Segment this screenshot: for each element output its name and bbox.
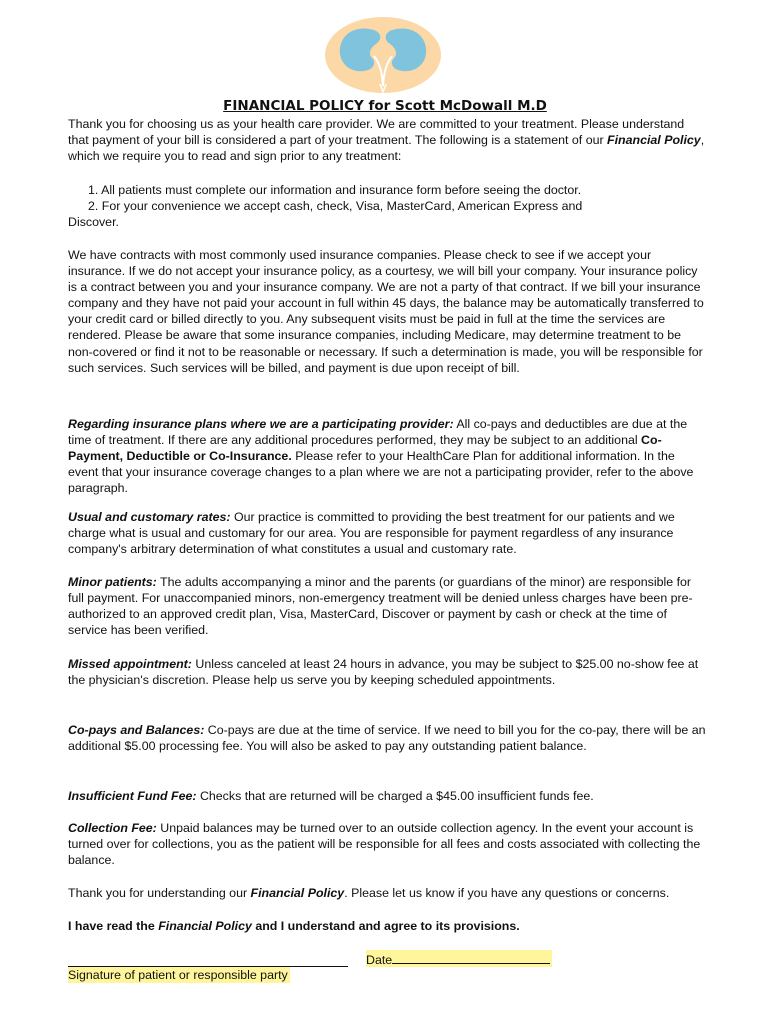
signature-label: Signature of patient or responsible party	[68, 968, 288, 982]
missed-appointment-paragraph: Missed appointment: Unless canceled at least 24 hours in advance, you may be subject to $25.00 no-show fee at the physician's discretion. Please help us serve you by keeping scheduled appointments.	[68, 657, 699, 688]
usual-rates-paragraph: Usual and customary rates: Our practice is committed to providing the best treatment for our patients and we charge what is usual and customary for our area. You are responsible for payment regardless of any insurance company's arbitrary determination of what constitutes a usual and customary rate.	[68, 510, 675, 557]
list-item: 2. For your convenience we accept cash, check, Visa, MasterCard, American Express and	[88, 199, 583, 214]
section-heading: Usual and customary rates:	[68, 510, 231, 524]
date-label: Date	[366, 953, 393, 967]
kidney-logo	[324, 16, 442, 94]
section-heading: Co-pays and Balances:	[68, 723, 205, 737]
agreement-statement: I have read the Financial Policy and I understand and agree to its provisions.	[68, 919, 520, 933]
list-item: 1. All patients must complete our information and insurance form before seeing the doctor.	[88, 183, 582, 197]
date-field[interactable]	[366, 950, 552, 967]
collection-fee-paragraph: Collection Fee: Unpaid balances may be turned over to an outside collection agency. In the event your account is turned over for collections, you as the patient will be responsible for all fees and costs associated with collecting the balance.	[68, 821, 701, 868]
date-line[interactable]	[392, 950, 550, 964]
insufficient-fund-paragraph: Insufficient Fund Fee: Checks that are returned will be charged a $45.00 insufficient funds fee.	[68, 789, 594, 803]
section-heading: Regarding insurance plans where we are a participating provider:	[68, 417, 454, 431]
participating-paragraph: Regarding insurance plans where we are a participating provider: All co-pays and deductibles are due at the time of treatment. If there are any additional procedures performed, they may be subject to an additional Co-Payment, Deductible or Co-Insurance. Please refer to your HealthCare Plan for additional information. In the event that your insurance coverage changes to a plan where we are not a participating provider, refer to the above paragraph.	[68, 417, 694, 496]
payment-list	[68, 182, 708, 230]
section-heading: Missed appointment:	[68, 657, 192, 671]
section-heading: Minor patients:	[68, 575, 157, 589]
intro-paragraph: Thank you for choosing us as your health care provider. We are committed to your treatment. Please understand that payment of your bill is considered a part of your treatment. The following is a statement of our Financial Policy, which we require you to read and sign prior to any treatment:	[68, 117, 705, 164]
section-heading: Collection Fee:	[68, 821, 157, 835]
page-title: FINANCIAL POLICY for Scott McDowall M.D	[223, 98, 547, 114]
signature-line[interactable]	[68, 950, 348, 967]
copays-paragraph: Co-pays and Balances: Co-pays are due at the time of service. If we need to bill you for the co-pay, there will be an additional $5.00 processing fee. You will also be asked to pay any outstanding patient balance.	[68, 723, 706, 754]
minor-patients-paragraph: Minor patients: The adults accompanying a minor and the parents (or guardians of the minor) are responsible for full payment. For unaccompanied minors, non-emergency treatment will be denied unless charges have been pre-authorized to an approved credit plan, Visa, MasterCard, Discover or payment by cash or check at the time of service has been verified.	[68, 575, 693, 638]
contracts-paragraph: We have contracts with most commonly used insurance companies. Please check to see if we accept your insurance. If we do not accept your insurance policy, as a courtesy, we will bill your company. Your insurance policy is a contract between you and your insurance company. We are not a party of that contract. If we bill your insurance company and they have not paid your account in full within 45 days, the balance may be automatically transferred to your credit card or billed directly to you. Any subsequent visits must be paid in full at the time the services are rendered. Please be aware that some insurance companies, including Medicare, may determine treatment to be non-covered or find it not to be reasonable or necessary. If such a determination is made, you will be responsible for such services. Such services will be billed, and payment is due upon receipt of bill.	[68, 248, 704, 375]
section-heading: Insufficient Fund Fee:	[68, 789, 197, 803]
closing-paragraph: Thank you for understanding our Financial Policy. Please let us know if you have any questions or concerns.	[68, 886, 670, 900]
list-item-continuation: Discover.	[68, 215, 119, 230]
